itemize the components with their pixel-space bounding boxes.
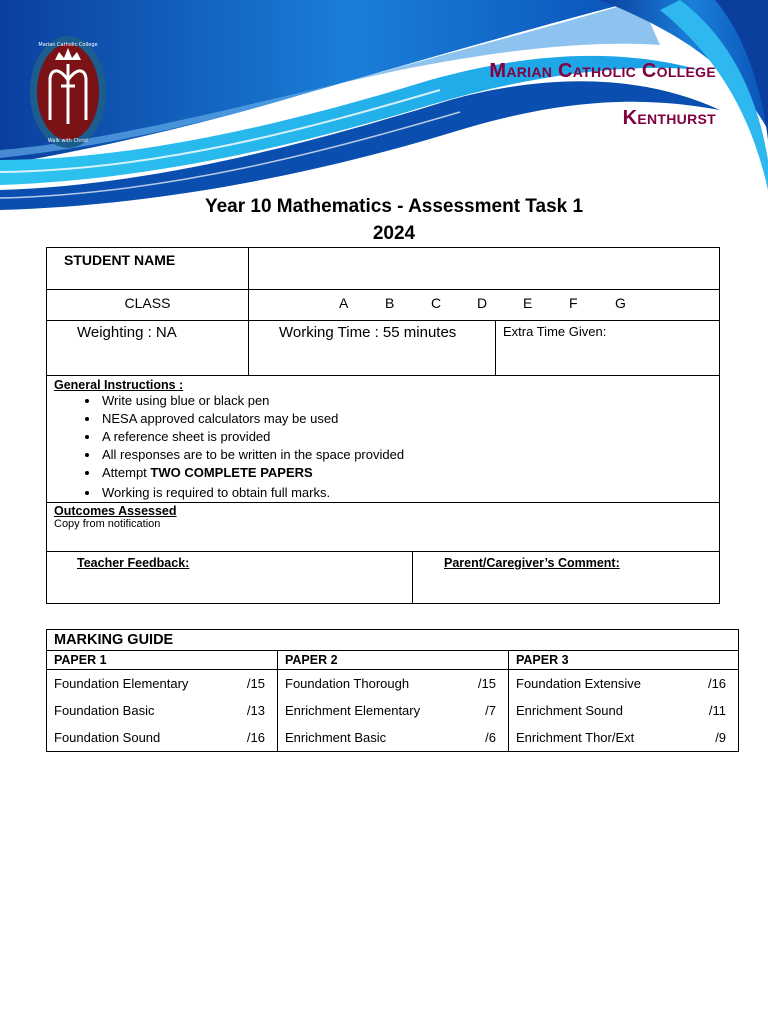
item-marks: /15 (477, 676, 496, 691)
task-title: Year 10 Mathematics - Assessment Task 1 (204, 196, 584, 217)
instruction-item: • All responses are to be written in the space provided (100, 446, 719, 464)
list-item (47, 670, 277, 697)
item-marks: /11 (708, 703, 727, 718)
college-crest-logo (28, 34, 108, 150)
class-options[interactable] (249, 290, 720, 321)
instruction-item: • A reference sheet is provided (100, 428, 719, 446)
class-option-a[interactable]: A (339, 295, 349, 311)
general-instructions (47, 376, 720, 503)
instruction-item: • Write using blue or black pen (100, 392, 719, 410)
student-name-label: STUDENT NAME (47, 248, 249, 290)
extra-time-label: Extra Time Given: (503, 324, 607, 339)
attempt-bold: TWO COMPLETE PAPERS (150, 465, 313, 480)
item-marks: /15 (246, 676, 265, 691)
instruction-item: • Working is required to obtain full marks. (100, 484, 719, 502)
outcomes-assessed (47, 503, 720, 552)
item-label: Enrichment Thor/Ext (516, 730, 635, 745)
list-item (509, 724, 738, 751)
item-label: Foundation Sound (54, 730, 161, 745)
list-item (278, 697, 508, 724)
paper-3-heading: PAPER 3 (509, 651, 739, 670)
paper-1-heading: PAPER 1 (47, 651, 278, 670)
parent-comment-field[interactable] (413, 552, 719, 603)
crest-text-top: Marian Catholic College (38, 42, 98, 48)
list-item (509, 697, 738, 724)
school-location: Kenthurst (622, 107, 716, 129)
item-label: Enrichment Sound (516, 703, 623, 718)
list-item (47, 724, 277, 751)
cover-sheet-table (46, 247, 720, 604)
parent-comment-label: Parent/Caregiver’s Comment: (444, 556, 620, 570)
item-marks: /13 (246, 703, 265, 718)
teacher-feedback-label: Teacher Feedback: (77, 556, 190, 570)
weighting: Weighting : NA (47, 321, 249, 376)
instruction-item: • NESA approved calculators may be used (100, 410, 719, 428)
student-name-field[interactable] (249, 248, 720, 290)
paper-2-items (278, 670, 509, 752)
marking-guide-table (46, 629, 739, 752)
crest-text-bottom: Walk with Christ (47, 138, 89, 144)
instructions-list (54, 392, 719, 502)
class-option-b[interactable]: B (385, 295, 395, 311)
task-year: 2024 (372, 223, 416, 244)
feedback-row (47, 552, 720, 604)
marking-guide-title: MARKING GUIDE (47, 630, 739, 651)
item-marks: /16 (246, 730, 265, 745)
item-label: Foundation Basic (54, 703, 155, 718)
paper-3-items (509, 670, 739, 752)
item-marks: /16 (707, 676, 727, 691)
item-label: Enrichment Basic (285, 730, 387, 745)
class-option-g[interactable]: G (615, 295, 626, 311)
instructions-title: General Instructions : (54, 378, 184, 392)
class-option-e[interactable]: E (523, 295, 533, 311)
school-name: Marian Catholic College (489, 60, 716, 82)
item-label: Foundation Elementary (54, 676, 189, 691)
class-option-f[interactable]: F (569, 295, 578, 311)
paper-1-items (47, 670, 278, 752)
class-label: CLASS (47, 290, 249, 321)
item-marks: /9 (715, 730, 727, 745)
list-item (278, 724, 508, 751)
working-time: Working Time : 55 minutes (249, 321, 496, 376)
attempt-prefix: Attempt (102, 465, 151, 480)
teacher-feedback-field[interactable] (47, 552, 413, 603)
item-marks: /6 (485, 730, 496, 745)
paper-2-heading: PAPER 2 (278, 651, 509, 670)
item-label: Enrichment Elementary (285, 703, 421, 718)
list-item (278, 670, 508, 697)
class-option-c[interactable]: C (431, 295, 442, 311)
list-item (47, 697, 277, 724)
item-label: Foundation Extensive (516, 676, 642, 691)
list-item (509, 670, 738, 697)
item-label: Foundation Thorough (285, 676, 410, 691)
outcomes-title: Outcomes Assessed (54, 504, 177, 518)
class-option-d[interactable]: D (477, 295, 488, 311)
extra-time-field[interactable] (496, 321, 720, 376)
instruction-item-attempt (100, 464, 719, 482)
item-marks: /7 (485, 703, 496, 718)
outcomes-text: Copy from notification (54, 518, 161, 530)
